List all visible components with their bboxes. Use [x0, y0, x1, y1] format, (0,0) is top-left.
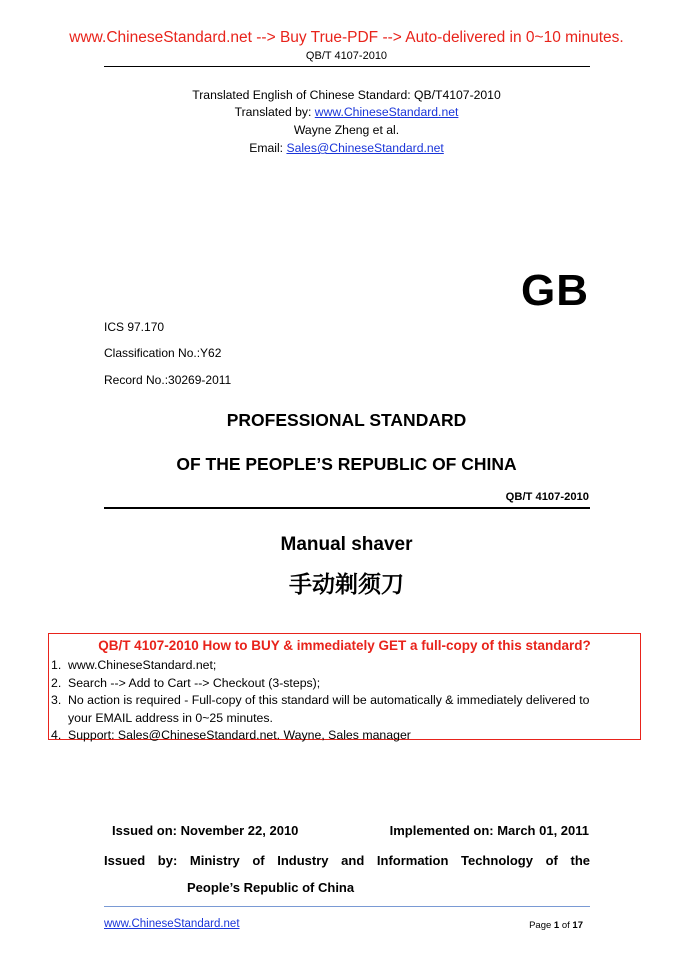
list-item: your EMAIL address in 0~25 minutes. — [68, 710, 273, 725]
issued-by-line: Issued by: Ministry of Industry and Information Technology of the — [104, 853, 590, 868]
buy-box — [48, 633, 641, 743]
footer-divider — [104, 906, 590, 907]
translated-by-label: Translated by: — [234, 105, 315, 119]
list-item: 4. Support: Sales@ChineseStandard.net. Wayne, Sales manager — [51, 728, 411, 743]
classification-number: Classification No.:Y62 — [104, 346, 222, 360]
translated-by-line — [0, 105, 693, 119]
issued-on: Issued on: November 22, 2010 — [112, 823, 299, 838]
header-banner[interactable]: www.ChineseStandard.net --> Buy True-PDF --> Auto-delivered in 0~10 minutes. — [69, 29, 624, 46]
standard-title-line2: OF THE PEOPLE’S REPUBLIC OF CHINA — [176, 454, 517, 474]
title-divider — [104, 507, 590, 509]
page-number: Page 1 of 17 — [529, 920, 583, 931]
email-link[interactable]: Sales@ChineseStandard.net — [286, 141, 444, 155]
header-doc-number: QB/T 4107-2010 — [305, 50, 388, 62]
header-divider — [104, 66, 590, 67]
standard-title-line1: PROFESSIONAL STANDARD — [226, 410, 467, 430]
authors-line: Wayne Zheng et al. — [293, 123, 400, 137]
list-item: 2. Search --> Add to Cart --> Checkout (3-steps); — [51, 675, 321, 690]
implemented-on: Implemented on: March 01, 2011 — [389, 823, 589, 838]
list-item: 1. www.ChineseStandard.net; — [51, 658, 217, 672]
translation-line: Translated English of Chinese Standard: QB/T4107-2010 — [192, 88, 501, 102]
record-number: Record No.:30269-2011 — [104, 373, 232, 387]
email-label: Email: — [249, 141, 287, 155]
title-chinese: 手动剃须刀 — [289, 572, 404, 598]
ics-code: ICS 97.170 — [104, 320, 165, 334]
buy-steps-list — [51, 657, 589, 745]
list-item: 3. No action is required - Full-copy of this standard will be automatically & immediately delivered to — [51, 693, 590, 708]
gb-mark: GB — [521, 266, 589, 315]
email-line — [0, 141, 693, 155]
issued-by-continuation: People’s Republic of China — [187, 880, 355, 895]
title-english: Manual shaver — [280, 534, 413, 555]
footer-link[interactable]: www.ChineseStandard.net — [104, 918, 240, 930]
buy-box-heading: QB/T 4107-2010 How to BUY & immediately GET a full-copy of this standard? — [98, 638, 591, 653]
translated-by-link[interactable]: www.ChineseStandard.net — [314, 105, 459, 119]
doc-number-right: QB/T 4107-2010 — [505, 491, 589, 503]
